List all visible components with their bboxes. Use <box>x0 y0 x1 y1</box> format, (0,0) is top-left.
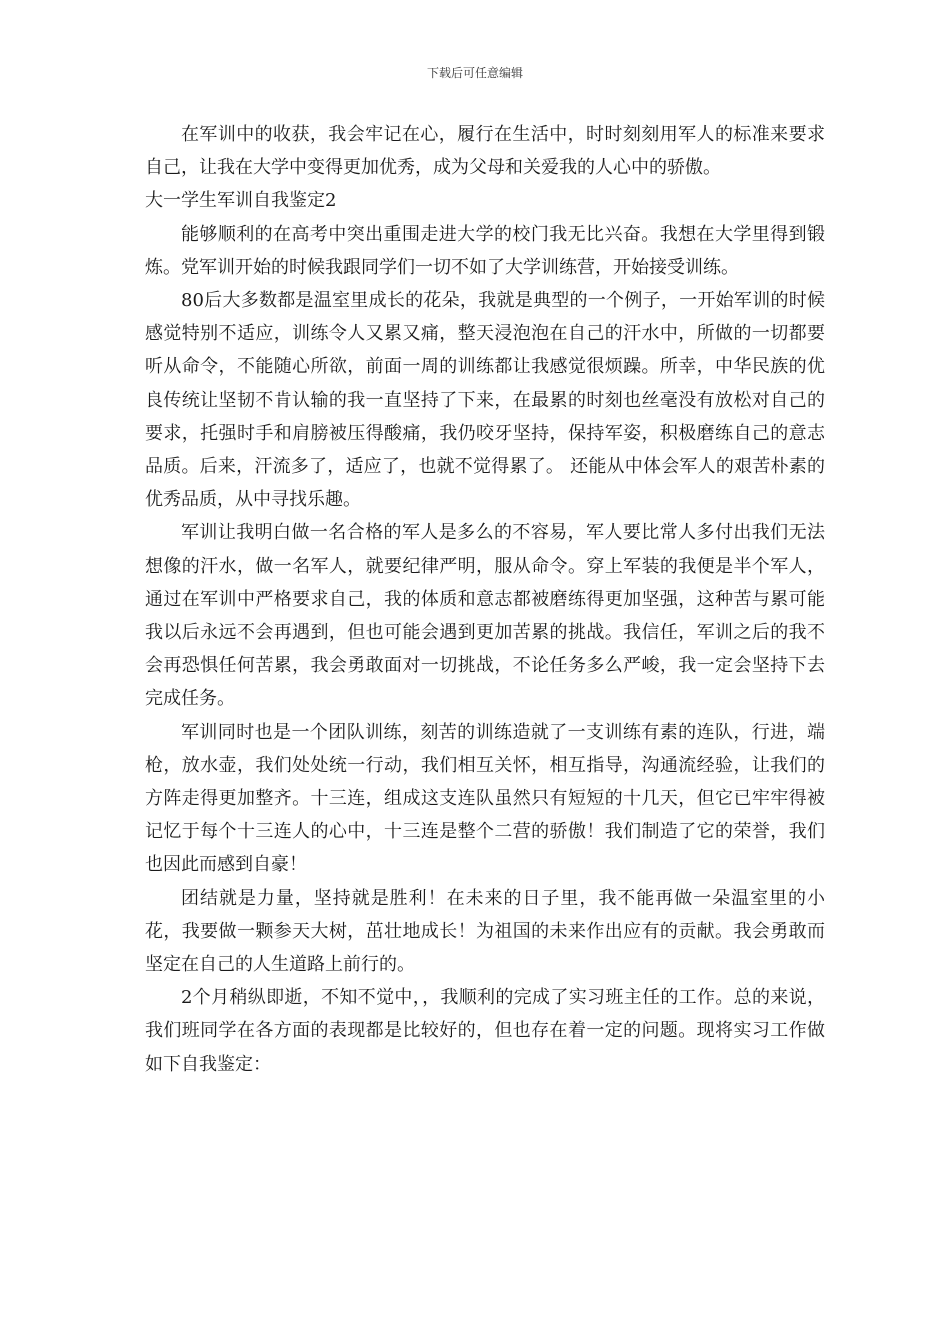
paragraph-3: 80后大多数都是温室里成长的花朵，我就是典型的一个例子，一开始军训的时候感觉特别不适应，训练令人又累又痛，整天浸泡泡在自己的汗水中，所做的一切都要听从命令，不能随心所欲，前面一周的训练都让我感觉很烦躁。所幸，中华民族的优良传统让坚韧不肯认输的我一直坚持了下来，在最累的时刻也丝毫没有放松对自己的要求，托强时手和肩膀被压得酸痛，我仍咬牙坚持，保持军姿，积极磨练自己的意志品质。后来，汗流多了，适应了，也就不觉得累了。 还能从中体会军人的艰苦朴素的优秀品质，从中寻找乐趣。 <box>145 290 825 511</box>
page-header: 下载后可任意编辑 <box>426 66 523 80</box>
paragraph-6: 团结就是力量，坚持就是胜利！在未来的日子里，我不能再做一朵温室里的小花，我要做一颗参天大树，茁壮地成长！为祖国的未来作出应有的贡献。我会勇敢而坚定在自己的人生道路上前行的。 <box>145 887 825 976</box>
paragraph-4: 军训让我明白做一名合格的军人是多么的不容易，军人要比常人多付出我们无法想像的汗水，做一名军人，就要纪律严明，服从命令。穿上军装的我便是半个军人，通过在军训中严格要求自己，我的体质和意志都被磨练得更加坚强，这种苦与累可能我以后永远不会再遇到，但也可能会遇到更加苦累的挑战。我信任，军训之后的我不会再恐惧任何苦累，我会勇敢面对一切挑战，不论任务多么严峻，我一定会坚持下去完成任务。 <box>145 522 825 710</box>
paragraph-7: 2个月稍纵即逝，不知不觉中，，我顺利的完成了实习班主任的工作。总的来说，我们班同学在各方面的表现都是比较好的，但也存在着一定的问题。现将实习工作做如下自我鉴定： <box>145 987 825 1075</box>
paragraph-1: 在军训中的收获，我会牢记在心，履行在生活中，时时刻刻用军人的标准来要求自己，让我在大学中变得更加优秀，成为父母和关爱我的人心中的骄傲。 <box>145 124 825 179</box>
paragraph-5: 军训同时也是一个团队训练，刻苦的训练造就了一支训练有素的连队，行进，端枪，放水壶，我们处处统一行动，我们相互关怀，相互指导，沟通流经验，让我们的方阵走得更加整齐。十三连，组成这支连队虽然只有短短的十几天，但它已牢牢得被记忆于每个十三连人的心中，十三连是整个二营的骄傲！我们制造了它的荣誉，我们也因此而感到自豪！ <box>145 721 825 876</box>
paragraph-2: 能够顺利的在高考中突出重围走进大学的校门我无比兴奋。我想在大学里得到锻炼。党军训开始的时候我跟同学们一切不如了大学训练营，开始接受训练。 <box>145 223 825 278</box>
document-body <box>145 118 825 1081</box>
section-title: 大一学生军训自我鉴定2 <box>145 190 337 212</box>
